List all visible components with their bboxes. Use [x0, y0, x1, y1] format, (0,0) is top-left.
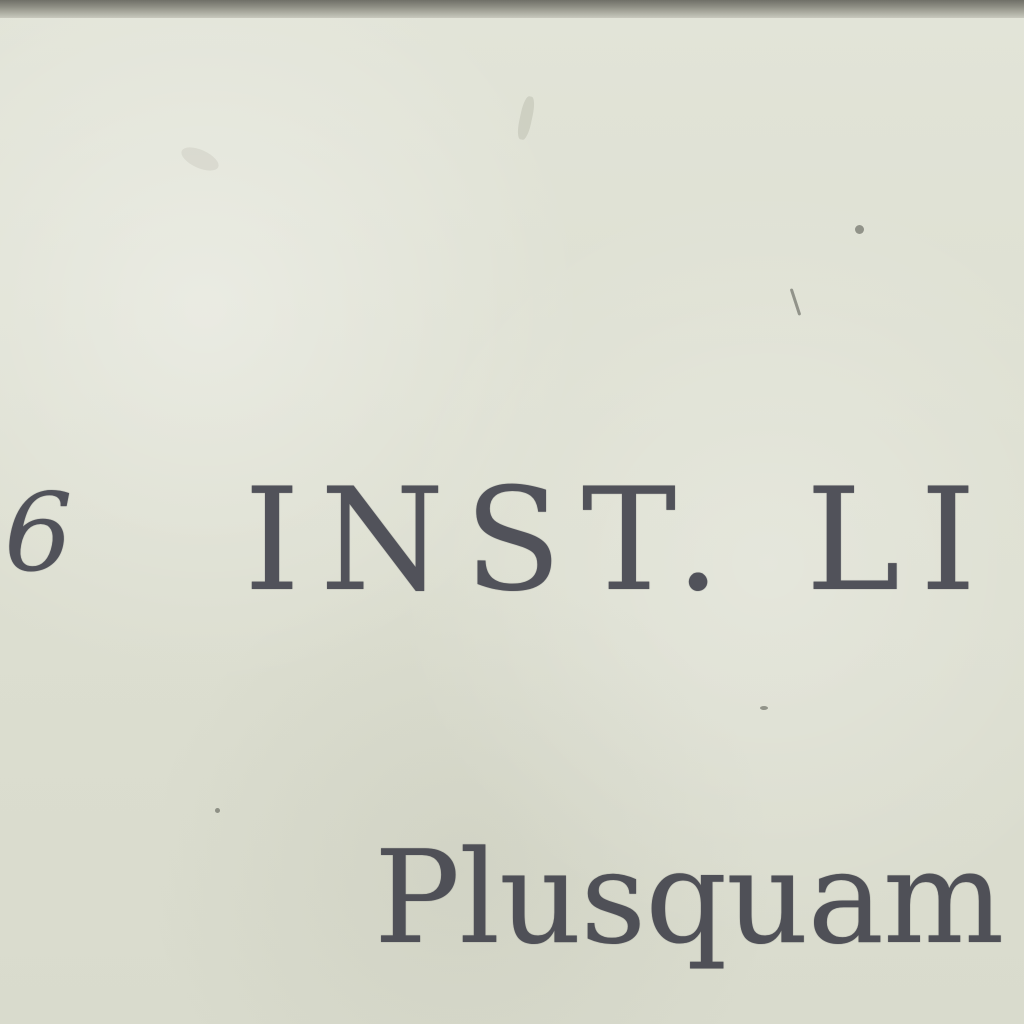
paper-stain [178, 143, 222, 176]
paper-speck [760, 706, 768, 710]
body-text: Plusquam [374, 824, 1004, 973]
page-top-edge [0, 0, 1024, 18]
paper-speck [855, 225, 864, 234]
paper-speck [790, 288, 802, 316]
running-head-title: INST. LI [244, 458, 997, 623]
page-number: 6 [4, 471, 73, 596]
paper-speck [215, 808, 220, 813]
running-header [0, 458, 1024, 623]
paper-stain [516, 95, 537, 141]
